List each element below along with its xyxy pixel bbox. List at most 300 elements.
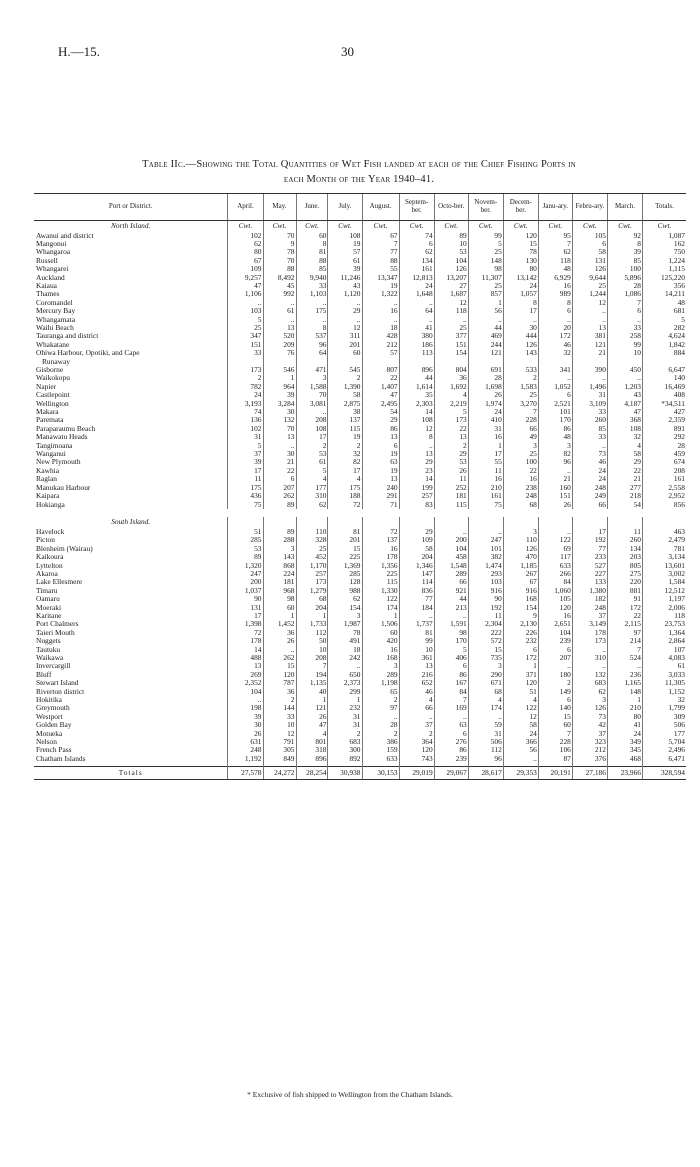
cell-value: 15: [538, 713, 572, 721]
cell-value: 1,842: [643, 341, 687, 349]
cell-value: 6: [572, 240, 607, 248]
table-row: [34, 391, 686, 399]
cell-value: 149: [538, 688, 572, 696]
unit-label: Cwt.: [296, 221, 328, 232]
cell-value: 62: [538, 248, 572, 256]
cell-value: 154: [328, 604, 362, 612]
cell-value: 2: [296, 442, 328, 450]
cell-value: 66: [434, 578, 468, 586]
port-name: Whangarei: [36, 265, 69, 274]
cell-value: 105: [538, 595, 572, 603]
cell-value: 39: [607, 248, 642, 256]
cell-value: 22: [607, 467, 642, 475]
cell-value: 178: [362, 553, 399, 561]
cell-value: ..: [607, 316, 642, 324]
cell-value: 631: [228, 738, 263, 746]
cell-value: 18: [362, 324, 399, 332]
cell-value: 10: [399, 646, 434, 654]
cell-value: 87: [538, 755, 572, 767]
cell-value: 2: [328, 442, 362, 450]
cell-value: 58: [607, 450, 642, 458]
cell-value: 310: [296, 492, 328, 500]
cell-value: ..: [328, 316, 362, 324]
cell-value: 469: [468, 332, 503, 340]
cell-value: 2: [328, 730, 362, 738]
port-name: Russell: [36, 256, 58, 265]
cell-value: 5,896: [607, 274, 642, 282]
cell-value: 10: [434, 240, 468, 248]
cell-value: 5: [228, 316, 263, 324]
cell-value: 406: [434, 654, 468, 662]
port-name: Kaikoura: [36, 553, 64, 562]
cell-value: 209: [263, 341, 296, 349]
cell-value: 24: [572, 475, 607, 483]
cell-value: 1,037: [228, 587, 263, 595]
cell-value: 1,548: [434, 562, 468, 570]
cell-value: 21: [607, 475, 642, 483]
cell-value: 89: [263, 501, 296, 509]
cell-value: 868: [263, 562, 296, 570]
cell-value: 203: [607, 553, 642, 561]
cell-value: 89: [434, 232, 468, 240]
cell-value: 37: [399, 721, 434, 729]
cell-value: 134: [607, 545, 642, 553]
cell-value: 2: [434, 442, 468, 450]
cell-value: 22: [263, 467, 296, 475]
cell-value: 26: [228, 730, 263, 738]
column-header: Port or District.: [34, 194, 228, 221]
cell-value: 71: [362, 501, 399, 509]
cell-value: 15: [503, 240, 538, 248]
cell-value: 2,521: [538, 400, 572, 408]
port-name: Chatham Islands: [36, 754, 86, 763]
port-name: Havelock: [36, 527, 65, 536]
cell-value: 108: [296, 425, 328, 433]
cell-value: 126: [434, 265, 468, 273]
cell-value: 96: [468, 755, 503, 767]
cell-value: 32: [643, 696, 687, 704]
cell-value: 318: [296, 746, 328, 754]
cell-value: 72: [362, 528, 399, 536]
cell-value: 1: [503, 662, 538, 670]
cell-value: 73: [572, 713, 607, 721]
cell-value: 48: [538, 265, 572, 273]
cell-value: 51: [228, 528, 263, 536]
unit-label: Cwt.: [362, 221, 399, 232]
cell-value: 140: [538, 704, 572, 712]
table-row: [34, 654, 686, 662]
cell-value: 108: [607, 425, 642, 433]
table-row: [34, 366, 686, 374]
cell-value: 77: [362, 248, 399, 256]
cell-value: 364: [399, 738, 434, 746]
cell-value: 114: [399, 578, 434, 586]
port-name: Tauranga and district: [36, 332, 99, 341]
cell-value: 420: [362, 637, 399, 645]
cell-value: 121: [296, 704, 328, 712]
cell-value: 173: [296, 578, 328, 586]
table-row: [34, 383, 686, 391]
port-name: Lyttelton: [36, 561, 63, 570]
cell-value: ..: [362, 713, 399, 721]
cell-value: 2,352: [228, 679, 263, 687]
port-name: Gisborne: [36, 366, 64, 374]
cell-value: 386: [362, 738, 399, 746]
port-name: Ohiwa Harbour, Opotiki, and Cape: [36, 349, 140, 358]
cell-value: 192: [468, 604, 503, 612]
table-row: [34, 671, 686, 679]
empty-cell: [434, 517, 468, 528]
cell-value: 56: [468, 307, 503, 315]
cell-value: 29: [434, 450, 468, 458]
cell-value: 805: [607, 562, 642, 570]
cell-value: 68: [296, 595, 328, 603]
cell-value: 311: [328, 332, 362, 340]
port-name: Blenheim (Wairau): [36, 544, 93, 553]
cell-value: 102: [228, 232, 263, 240]
cell-value: 5: [228, 442, 263, 450]
cell-value: 781: [643, 545, 687, 553]
port-name: Akaroa: [36, 569, 58, 578]
cell-value: 68: [503, 501, 538, 509]
port-name: Wanganui: [36, 450, 66, 459]
cell-value: 154: [503, 604, 538, 612]
cell-value: 82: [328, 458, 362, 466]
cell-value: 128: [328, 578, 362, 586]
cell-value: 120: [503, 679, 538, 687]
cell-value: 56: [503, 746, 538, 754]
cell-value: 173: [228, 366, 263, 374]
port-name: Napier: [36, 382, 57, 391]
cell-value: ..: [434, 316, 468, 324]
cell-value: 8: [503, 299, 538, 307]
cell-value: ..: [572, 316, 607, 324]
cell-value: 8: [607, 240, 642, 248]
cell-value: 137: [362, 536, 399, 544]
cell-value: 104: [228, 688, 263, 696]
cell-value: 520: [263, 332, 296, 340]
cell-value: 292: [643, 433, 687, 441]
cell-value: 1,279: [296, 587, 328, 595]
cell-value: 683: [328, 738, 362, 746]
cell-value: 143: [503, 349, 538, 357]
cell-value: 5: [643, 316, 687, 324]
cell-value: 650: [328, 671, 362, 679]
cell-value: 199: [399, 484, 434, 492]
cell-value: [468, 358, 503, 366]
cell-value: 410: [468, 416, 503, 424]
cell-value: 444: [503, 332, 538, 340]
section-heading: North Island.: [111, 221, 151, 231]
port-name: Westport: [36, 712, 63, 721]
cell-value: 85: [296, 265, 328, 273]
cell-value: 1,170: [296, 562, 328, 570]
column-header: May.: [263, 194, 296, 221]
cell-value: 881: [607, 587, 642, 595]
cell-value: 78: [328, 629, 362, 637]
cell-value: 188: [328, 492, 362, 500]
cell-value: 68: [468, 688, 503, 696]
cell-value: 132: [572, 671, 607, 679]
cell-value: 74: [399, 232, 434, 240]
port-name: Tangimoana: [36, 441, 73, 450]
cell-value: 735: [468, 654, 503, 662]
cell-value: 33: [607, 324, 642, 332]
cell-value: 37: [228, 450, 263, 458]
cell-value: 208: [296, 416, 328, 424]
cell-value: 9: [503, 612, 538, 620]
table-row: [34, 755, 686, 767]
cell-value: 377: [434, 332, 468, 340]
cell-value: 13,207: [434, 274, 468, 282]
cell-value: 58: [572, 248, 607, 256]
cell-value: 201: [328, 536, 362, 544]
cell-value: 361: [399, 654, 434, 662]
cell-value: 125,220: [643, 274, 687, 282]
cell-value: 207: [538, 654, 572, 662]
cell-value: 225: [328, 553, 362, 561]
cell-value: 249: [572, 492, 607, 500]
cell-value: 80: [503, 265, 538, 273]
cell-value: 44: [399, 374, 434, 382]
cell-value: 3: [328, 612, 362, 620]
cell-value: 115: [362, 578, 399, 586]
cell-value: 136: [228, 416, 263, 424]
cell-value: 29: [399, 528, 434, 536]
cell-value: 1,057: [503, 290, 538, 298]
table-row: [34, 730, 686, 738]
cell-value: 285: [228, 536, 263, 544]
cell-value: 291: [362, 492, 399, 500]
port-name: Manawatu Heads: [36, 433, 88, 442]
cell-value: 62: [399, 248, 434, 256]
cell-value: 36: [263, 629, 296, 637]
cell-value: 12: [503, 713, 538, 721]
cell-value: 293: [468, 570, 503, 578]
cell-value: 239: [538, 637, 572, 645]
cell-value: 174: [468, 704, 503, 712]
cell-value: 24: [503, 730, 538, 738]
cell-value: 126: [572, 704, 607, 712]
cell-value: ..: [572, 646, 607, 654]
cell-value: 19: [328, 240, 362, 248]
cell-value: 41: [399, 324, 434, 332]
table-title: [34, 157, 684, 187]
cell-value: 15: [328, 545, 362, 553]
cell-value: 633: [538, 562, 572, 570]
cell-value: 31: [572, 391, 607, 399]
cell-value: 1,474: [468, 562, 503, 570]
table-row: [34, 501, 686, 509]
cell-value: 63: [362, 458, 399, 466]
table-row: [34, 604, 686, 612]
column-header: Septem-ber.: [399, 194, 434, 221]
cell-value: 28: [607, 282, 642, 290]
table-row: [34, 433, 686, 441]
cell-value: 118: [434, 307, 468, 315]
cell-value: 54: [362, 408, 399, 416]
cell-value: 29: [328, 307, 362, 315]
cell-value: 182: [572, 595, 607, 603]
port-name: New Plymouth: [36, 458, 81, 467]
empty-cell: [643, 517, 687, 528]
cell-value: 9,257: [228, 274, 263, 282]
table-row: [34, 587, 686, 595]
total-value: 30,153: [362, 767, 399, 780]
table-row: [34, 570, 686, 578]
cell-value: 25: [468, 282, 503, 290]
cell-value: 1,185: [503, 562, 538, 570]
cell-value: 60: [538, 721, 572, 729]
cell-value: 240: [362, 484, 399, 492]
cell-value: 228: [503, 416, 538, 424]
empty-cell: [399, 517, 434, 528]
cell-value: 4: [399, 696, 434, 704]
cell-value: 161: [643, 475, 687, 483]
cell-value: 21: [263, 458, 296, 466]
cell-value: 1,648: [399, 290, 434, 298]
cell-value: 3,270: [503, 400, 538, 408]
cell-value: 210: [468, 484, 503, 492]
cell-value: 4,187: [607, 400, 642, 408]
cell-value: 85: [572, 425, 607, 433]
fish-landings-table: [34, 193, 686, 780]
cell-value: 3: [296, 374, 328, 382]
table-row: [34, 620, 686, 628]
cell-value: 84: [538, 578, 572, 586]
cell-value: 1,152: [643, 688, 687, 696]
cell-value: 122: [362, 595, 399, 603]
cell-value: 31: [468, 730, 503, 738]
cell-value: 26: [263, 637, 296, 645]
cell-value: [503, 358, 538, 366]
table-row: [34, 595, 686, 603]
cell-value: 2,006: [643, 604, 687, 612]
cell-value: 1,799: [643, 704, 687, 712]
cell-value: 233: [572, 553, 607, 561]
cell-value: 506: [468, 738, 503, 746]
cell-value: ..: [362, 316, 399, 324]
cell-value: 537: [296, 332, 328, 340]
cell-value: 10: [296, 646, 328, 654]
cell-value: 884: [643, 349, 687, 357]
cell-value: 380: [399, 332, 434, 340]
cell-value: 524: [607, 654, 642, 662]
header-row: [34, 194, 686, 221]
table-row: [34, 425, 686, 433]
cell-value: 70: [263, 257, 296, 265]
port-name: Whangaroa: [36, 248, 71, 257]
cell-value: 108: [399, 416, 434, 424]
cell-value: 32: [607, 433, 642, 441]
cell-value: 180: [538, 671, 572, 679]
cell-value: 1,135: [296, 679, 328, 687]
table-row: [34, 257, 686, 265]
cell-value: 252: [434, 484, 468, 492]
cell-value: 89: [263, 528, 296, 536]
cell-value: 12: [263, 730, 296, 738]
column-header: April.: [228, 194, 263, 221]
cell-value: 120: [263, 671, 296, 679]
cell-value: 5: [468, 240, 503, 248]
cell-value: ..: [434, 612, 468, 620]
empty-cell: [607, 517, 642, 528]
cell-value: 4: [503, 696, 538, 704]
cell-value: 46: [572, 458, 607, 466]
cell-value: 60: [328, 349, 362, 357]
cell-value: 61: [296, 458, 328, 466]
cell-value: [538, 358, 572, 366]
cell-value: 807: [362, 366, 399, 374]
cell-value: ..: [503, 316, 538, 324]
cell-value: 262: [263, 654, 296, 662]
cell-value: 121: [572, 341, 607, 349]
port-name: Runaway: [42, 357, 70, 366]
table-row: [34, 416, 686, 424]
cell-value: 12: [399, 425, 434, 433]
cell-value: 17: [468, 450, 503, 458]
cell-value: 992: [263, 290, 296, 298]
cell-value: 2,875: [328, 400, 362, 408]
cell-value: 1: [607, 696, 642, 704]
cell-value: 6: [434, 662, 468, 670]
cell-value: 6: [362, 442, 399, 450]
cell-value: 45: [263, 282, 296, 290]
cell-value: 108: [328, 232, 362, 240]
cell-value: 109: [228, 265, 263, 273]
cell-value: 39: [263, 391, 296, 399]
cell-value: 105: [572, 232, 607, 240]
cell-value: 3: [538, 442, 572, 450]
cell-value: 11: [468, 612, 503, 620]
table-row: [34, 704, 686, 712]
cell-value: 115: [328, 425, 362, 433]
cell-value: 60: [263, 604, 296, 612]
cell-value: 7: [607, 299, 642, 307]
port-name: Whakatane: [36, 340, 70, 349]
cell-value: 782: [228, 383, 263, 391]
cell-value: 25: [503, 450, 538, 458]
cell-value: 24: [468, 408, 503, 416]
cell-value: 19: [362, 282, 399, 290]
cell-value: 86: [434, 746, 468, 754]
table-row: [34, 679, 686, 687]
cell-value: 242: [328, 654, 362, 662]
cell-value: 100: [607, 265, 642, 273]
cell-value: 2,304: [468, 620, 503, 628]
cell-value: 1,322: [362, 290, 399, 298]
cell-value: 3,134: [643, 553, 687, 561]
cell-value: 366: [503, 738, 538, 746]
cell-value: 225: [362, 570, 399, 578]
cell-value: ..: [538, 467, 572, 475]
cell-value: 126: [572, 265, 607, 273]
cell-value: 48: [643, 299, 687, 307]
cell-value: 90: [228, 595, 263, 603]
cell-value: 26: [468, 391, 503, 399]
cell-value: 247: [468, 536, 503, 544]
cell-value: 25: [503, 391, 538, 399]
cell-value: 4: [296, 730, 328, 738]
cell-value: 12: [328, 324, 362, 332]
unit-label: Cwt.: [538, 221, 572, 232]
cell-value: 4,083: [643, 654, 687, 662]
cell-value: 170: [434, 637, 468, 645]
cell-value: 59: [468, 721, 503, 729]
cell-value: 57: [328, 248, 362, 256]
cell-value: 2,359: [643, 416, 687, 424]
cell-value: 25: [572, 282, 607, 290]
